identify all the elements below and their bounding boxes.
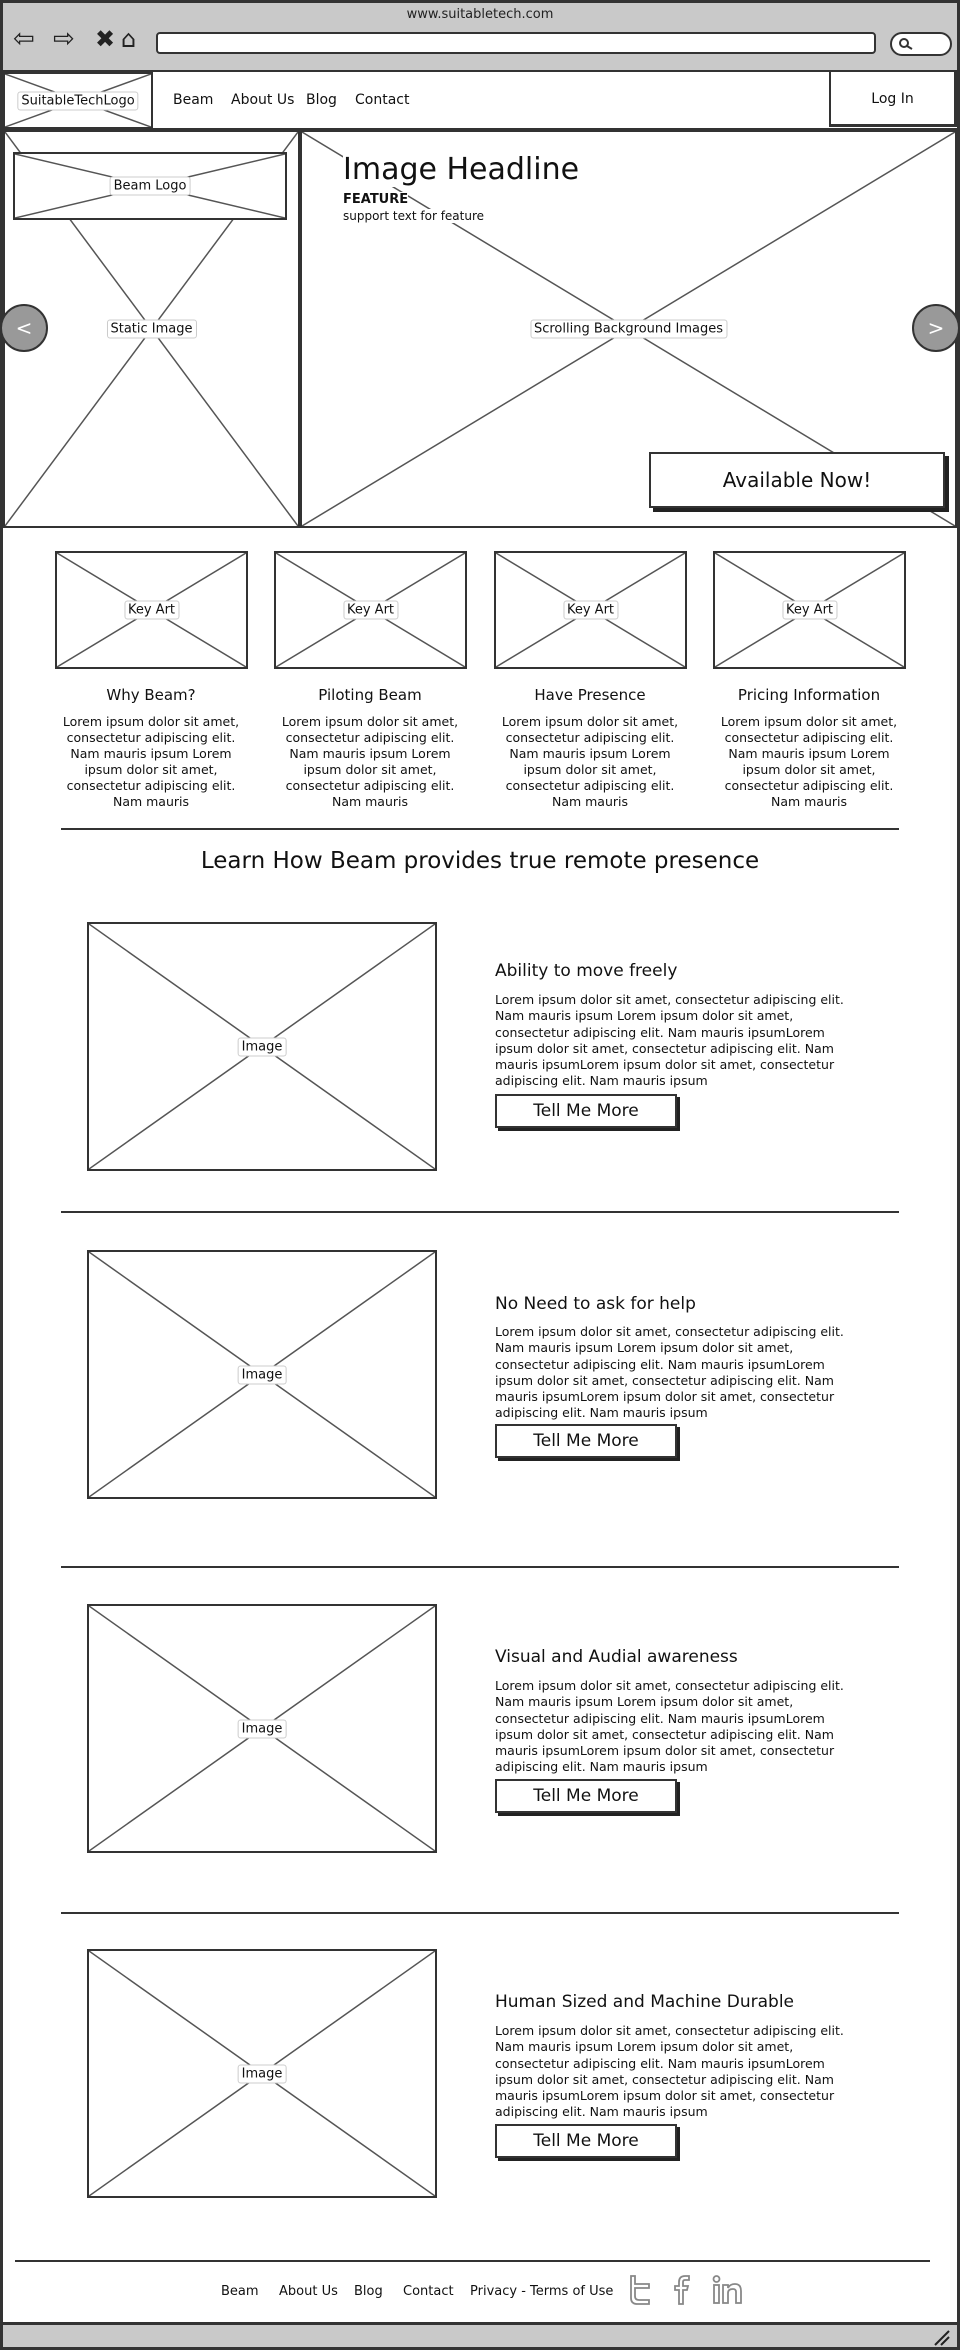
footer-link-beam[interactable]: Beam xyxy=(221,2284,259,2299)
linkedin-icon[interactable] xyxy=(710,2272,746,2306)
nav-beam[interactable]: Beam xyxy=(173,92,214,108)
home-icon[interactable]: ⌂ xyxy=(121,25,137,53)
feature-title-piloting-beam: Piloting Beam xyxy=(318,686,422,704)
divider xyxy=(61,1566,899,1568)
back-icon[interactable]: ⇦ xyxy=(13,24,35,54)
key-art-label: Key Art xyxy=(124,601,179,620)
hero-headline: Image Headline xyxy=(343,152,583,187)
feature-title-have-presence: Have Presence xyxy=(534,686,646,704)
feature-text: Lorem ipsum dolor sit amet, consectetur adipiscing elit. Nam mauris ipsum Lorem ipsum dolor sit amet, consectetur adipiscing elit. Nam mauris xyxy=(720,714,898,809)
row-image-2 xyxy=(87,1250,437,1499)
beam-logo xyxy=(13,152,287,220)
feature-text: Lorem ipsum dolor sit amet, consectetur adipiscing elit. Nam mauris ipsum Lorem ipsum dolor sit amet, consectetur adipiscing elit. Nam mauris xyxy=(501,714,679,809)
static-image-label: Static Image xyxy=(106,320,196,339)
footer-link-about-us[interactable]: About Us xyxy=(279,2284,338,2299)
key-art-3 xyxy=(494,551,687,669)
browser-url-title: www.suitabletech.com xyxy=(406,7,554,22)
beam-logo-label: Beam Logo xyxy=(110,177,191,196)
forward-icon[interactable]: ⇨ xyxy=(53,24,75,54)
twitter-icon[interactable] xyxy=(625,2272,655,2306)
row-title: No Need to ask for help xyxy=(495,1294,696,1314)
row-text: Lorem ipsum dolor sit amet, consectetur adipiscing elit. Nam mauris ipsum Lorem ipsum dolor sit amet, consectetur adipiscing elit. Nam mauris ipsumLorem ipsum dolor sit amet, consectetur adipiscing elit. Nam mauris ipsumLorem ipsum dolor sit amet, consectetur adipiscing elit. Nam mauris ipsum xyxy=(495,992,844,1089)
nav-blog[interactable]: Blog xyxy=(306,92,337,108)
hero-feature: FEATURE xyxy=(343,192,409,207)
site-logo[interactable] xyxy=(3,72,153,129)
learn-section-title: Learn How Beam provides true remote presence xyxy=(200,848,760,874)
tell-me-more-button[interactable]: Tell Me More xyxy=(495,2124,677,2158)
row-image-3 xyxy=(87,1604,437,1853)
key-art-label: Key Art xyxy=(563,601,618,620)
footer-link-blog[interactable]: Blog xyxy=(354,2284,383,2299)
key-art-2 xyxy=(274,551,467,669)
footer-link-privacy-terms[interactable]: Privacy - Terms of Use xyxy=(470,2284,614,2299)
hero-support-text: support text for feature xyxy=(343,209,485,223)
row-image-label: Image xyxy=(238,1037,287,1056)
row-text: Lorem ipsum dolor sit amet, consectetur adipiscing elit. Nam mauris ipsum Lorem ipsum dolor sit amet, consectetur adipiscing elit. Nam mauris ipsumLorem ipsum dolor sit amet, consectetur adipiscing elit. Nam mauris ipsumLorem ipsum dolor sit amet, consectetur adipiscing elit. Nam mauris ipsum xyxy=(495,1678,844,1775)
row-title: Ability to move freely xyxy=(495,961,678,981)
feature-title-why-beam: Why Beam? xyxy=(106,686,196,704)
row-title: Visual and Audial awareness xyxy=(495,1647,738,1667)
address-bar[interactable] xyxy=(156,32,876,54)
tell-me-more-button[interactable]: Tell Me More xyxy=(495,1424,677,1458)
search-icon xyxy=(898,37,914,51)
row-title: Human Sized and Machine Durable xyxy=(495,1992,795,2012)
divider xyxy=(61,828,899,830)
carousel-prev-button[interactable]: < xyxy=(0,304,48,352)
row-image-4 xyxy=(87,1949,437,2198)
tell-me-more-button[interactable]: Tell Me More xyxy=(495,1779,677,1813)
browser-toolbar xyxy=(0,0,960,72)
row-image-label: Image xyxy=(238,1719,287,1738)
divider xyxy=(61,1211,899,1213)
hero-background-label: Scrolling Background Images xyxy=(530,320,727,339)
key-art-label: Key Art xyxy=(782,601,837,620)
key-art-1 xyxy=(55,551,248,669)
key-art-4 xyxy=(713,551,906,669)
carousel-next-button[interactable]: > xyxy=(912,304,960,352)
feature-title-pricing: Pricing Information xyxy=(737,686,881,704)
nav-contact[interactable]: Contact xyxy=(355,92,410,108)
feature-text: Lorem ipsum dolor sit amet, consectetur adipiscing elit. Nam mauris ipsum Lorem ipsum dolor sit amet, consectetur adipiscing elit. Nam mauris xyxy=(281,714,459,809)
footer-link-contact[interactable]: Contact xyxy=(403,2284,454,2299)
browser-status-bar xyxy=(0,2322,960,2350)
browser-search[interactable] xyxy=(890,32,952,56)
available-now-button[interactable]: Available Now! xyxy=(649,452,945,508)
site-logo-label: SuitableTechLogo xyxy=(17,91,138,110)
row-image-1 xyxy=(87,922,437,1171)
key-art-label: Key Art xyxy=(343,601,398,620)
feature-text: Lorem ipsum dolor sit amet, consectetur adipiscing elit. Nam mauris ipsum Lorem ipsum dolor sit amet, consectetur adipiscing elit. Nam mauris xyxy=(62,714,240,809)
nav-about-us[interactable]: About Us xyxy=(231,92,295,108)
row-text: Lorem ipsum dolor sit amet, consectetur adipiscing elit. Nam mauris ipsum Lorem ipsum dolor sit amet, consectetur adipiscing elit. Nam mauris ipsumLorem ipsum dolor sit amet, consectetur adipiscing elit. Nam mauris ipsumLorem ipsum dolor sit amet, consectetur adipiscing elit. Nam mauris ipsum xyxy=(495,2023,844,2120)
resize-grip-icon[interactable] xyxy=(931,2327,951,2347)
facebook-icon[interactable] xyxy=(670,2272,694,2306)
stop-icon[interactable]: ✖ xyxy=(95,25,116,53)
login-button[interactable]: Log In xyxy=(829,72,957,127)
row-image-label: Image xyxy=(238,2064,287,2083)
footer-divider xyxy=(15,2260,930,2262)
divider xyxy=(61,1912,899,1914)
row-text: Lorem ipsum dolor sit amet, consectetur adipiscing elit. Nam mauris ipsum Lorem ipsum dolor sit amet, consectetur adipiscing elit. Nam mauris ipsumLorem ipsum dolor sit amet, consectetur adipiscing elit. Nam mauris ipsumLorem ipsum dolor sit amet, consectetur adipiscing elit. Nam mauris ipsum xyxy=(495,1324,844,1421)
row-image-label: Image xyxy=(238,1365,287,1384)
tell-me-more-button[interactable]: Tell Me More xyxy=(495,1094,677,1128)
